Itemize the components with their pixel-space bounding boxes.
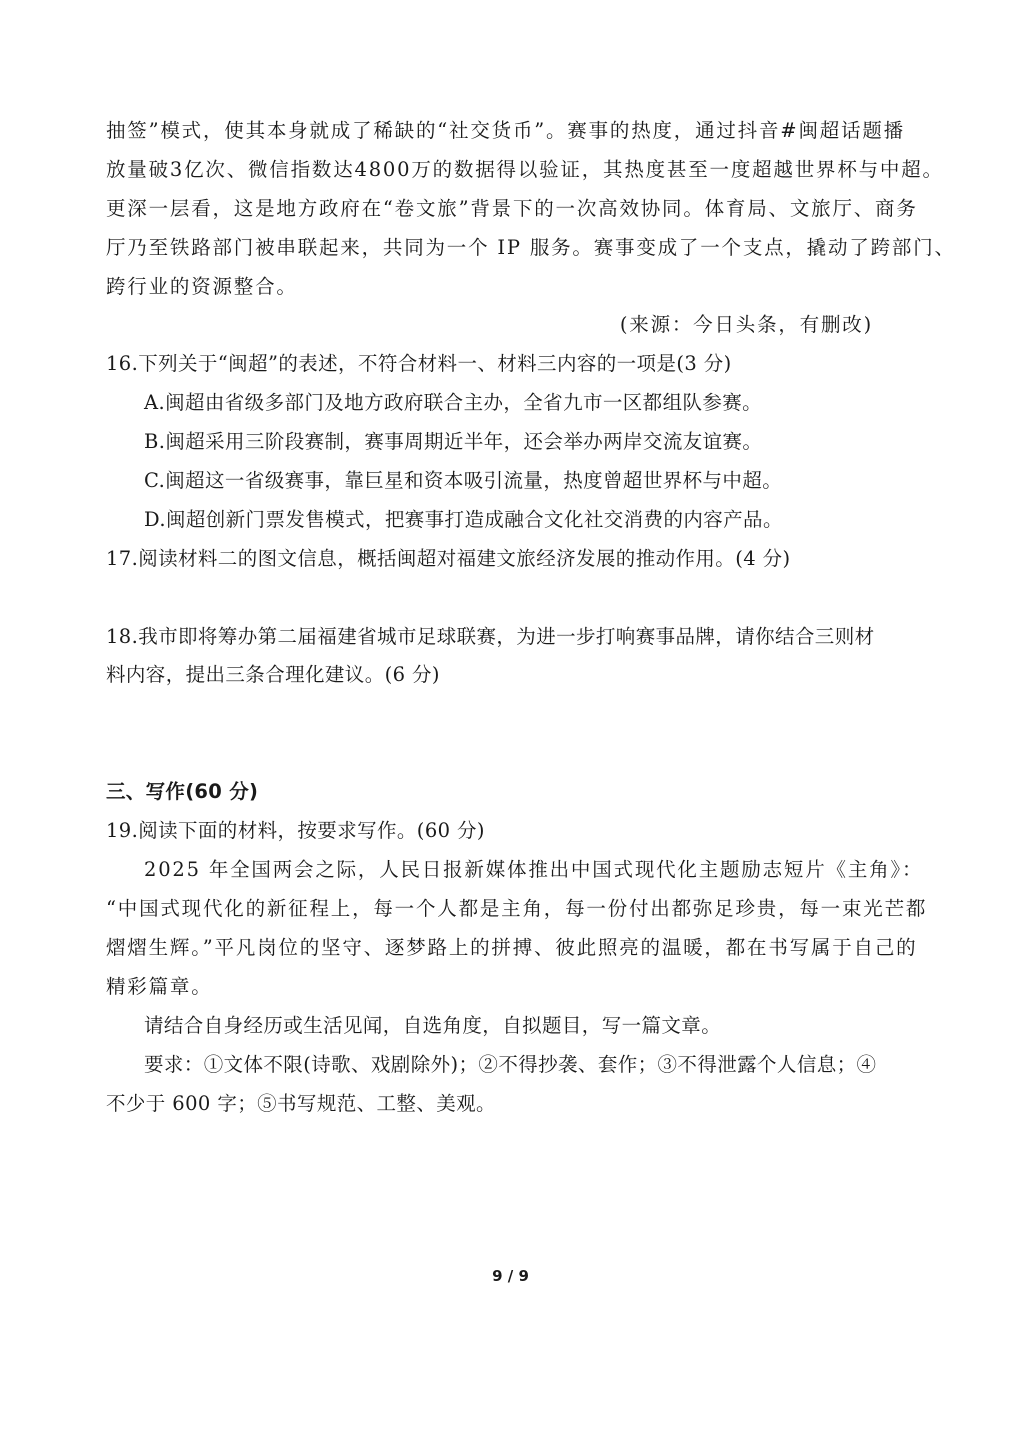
page-number: 9 / 9 xyxy=(492,1267,529,1285)
q19-material-line-3: 熠熠生辉。”平凡岗位的坚守、逐梦路上的拼搏、彼此照亮的温暖，都在书写属于自己的 xyxy=(106,936,918,959)
q19-material-line-1: 2025 年全国两会之际，人民日报新媒体推出中国式现代化主题励志短片《主角》： xyxy=(144,858,924,881)
q19-stem: 19.阅读下面的材料，按要求写作。(60 分) xyxy=(106,819,485,842)
q16-option-c: C.闽超这一省级赛事，靠巨星和资本吸引流量，热度曾超世界杯与中超。 xyxy=(144,469,783,492)
q17-stem: 17.阅读材料二的图文信息，概括闽超对福建文旅经济发展的推动作用。(4 分) xyxy=(106,547,791,570)
q19-requirements-line-2: 不少于 600 字；⑤书写规范、工整、美观。 xyxy=(106,1092,496,1115)
q18-line-2: 料内容，提出三条合理化建议。(6 分) xyxy=(106,663,440,686)
q16-option-b: B.闽超采用三阶段赛制，赛事周期近半年，还会举办两岸交流友谊赛。 xyxy=(144,430,763,453)
material3-line-5: 跨行业的资源整合。 xyxy=(106,275,298,298)
q19-instruction: 请结合自身经历或生活见闻，自选角度，自拟题目，写一篇文章。 xyxy=(144,1014,722,1037)
q19-requirements-line-1: 要求：①文体不限(诗歌、戏剧除外)；②不得抄袭、套作；③不得泄露个人信息；④ xyxy=(144,1053,877,1076)
material3-line-2: 放量破3亿次、微信指数达4800万的数据得以验证，其热度甚至一度超越世界杯与中超。 xyxy=(106,158,944,181)
q16-stem: 16.下列关于“闽超”的表述，不符合材料一、材料三内容的一项是(3 分) xyxy=(106,352,732,375)
q16-option-d: D.闽超创新门票发售模式，把赛事打造成融合文化社交消费的内容产品。 xyxy=(144,508,783,531)
q19-material-line-2: “中国式现代化的新征程上，每一个人都是主角，每一份付出都弥足珍贵，每一束光芒都 xyxy=(106,897,928,920)
material3-line-1: 抽签”模式，使其本身就成了稀缺的“社交货币”。赛事的热度，通过抖音#闽超话题播 xyxy=(106,119,905,142)
q19-material-line-4: 精彩篇章。 xyxy=(106,975,213,998)
material3-line-3: 更深一层看，这是地方政府在“卷文旅”背景下的一次高效协同。体育局、文旅厅、商务 xyxy=(106,197,918,220)
material3-line-4: 厅乃至铁路部门被串联起来，共同为一个 IP 服务。赛事变成了一个支点，撬动了跨部门、 xyxy=(106,236,956,259)
q16-option-a: A.闽超由省级多部门及地方政府联合主办，全省九市一区都组队参赛。 xyxy=(144,391,763,414)
section-writing-heading: 三、写作(60 分) xyxy=(106,780,259,803)
material3-source: (来源：今日头条，有删改) xyxy=(619,313,873,336)
q18-line-1: 18.我市即将筹办第二届福建省城市足球联赛，为进一步打响赛事品牌，请你结合三则材 xyxy=(106,625,875,648)
